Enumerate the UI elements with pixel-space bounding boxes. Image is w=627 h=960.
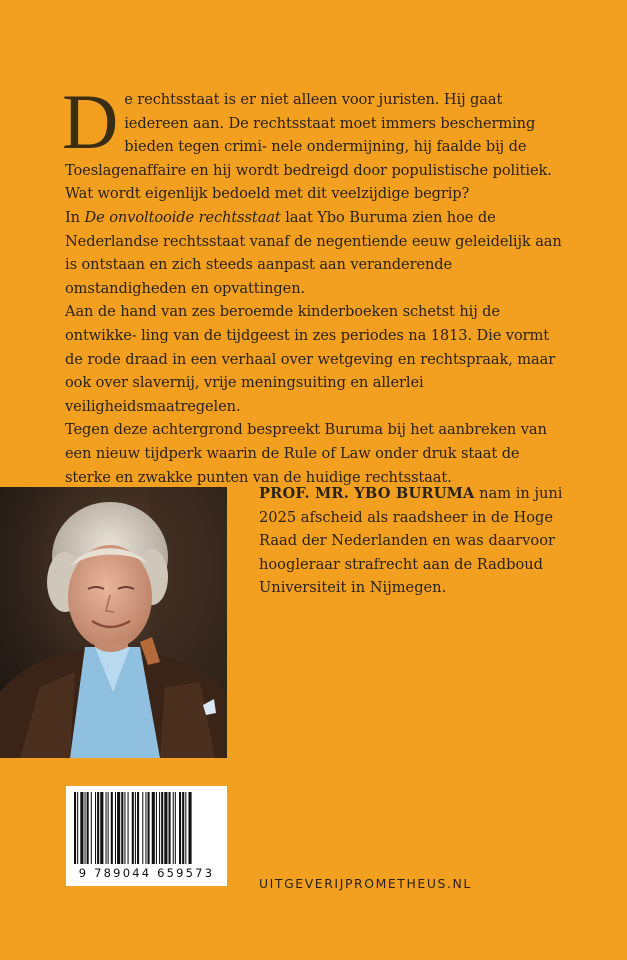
author-bio-text: nam in juni 2025 afscheid als raadsheer in de Hoge Raad der Nederlanden en was daarvoor hoogleraar strafrecht aan de Radboud Universiteit in Nijmegen. — [259, 485, 563, 597]
barcode-bar — [175, 792, 176, 864]
book-title: De onvoltooide rechtsstaat — [84, 208, 281, 226]
blurb-text-1: e rechtsstaat is er niet alleen voor juristen. Hij gaat iedereen aan. De rechtsstaat moet immers bescherming bieden tegen crimi- nele ondermijning, hij faalde bij de Toeslagenaffaire en hij wordt bedreigd door populistische politiek. Wat wordt eigenlijk bedoeld met dit veelzijdige begrip? — [65, 91, 552, 203]
barcode-bar — [115, 792, 116, 864]
barcode-bar — [117, 792, 120, 864]
barcode-bar — [161, 792, 163, 864]
barcode-bar — [124, 792, 125, 864]
barcode-bar — [182, 792, 184, 864]
barcode-bar — [111, 792, 113, 864]
barcode-bar — [80, 792, 83, 864]
barcode-bar — [159, 792, 160, 864]
barcode-bar — [85, 792, 86, 864]
author-name: PROF. MR. YBO BURUMA — [259, 485, 475, 502]
barcode-bar — [152, 792, 155, 864]
barcode-bar — [148, 792, 150, 864]
barcode-bar — [121, 792, 123, 864]
back-cover-blurb — [62, 78, 565, 489]
barcode-bar — [137, 792, 139, 864]
barcode-bar — [74, 792, 76, 864]
barcode-bar — [179, 792, 181, 864]
blurb-text-2-prefix: In — [65, 208, 85, 226]
blurb-text-2-rest: laat Ybo Buruma zien hoe de Nederlandse rechtsstaat vanaf de negentiende eeuw geleidelijk aan is ontstaan en zich steeds aanpast aan veranderende omstandigheden en opvattingen. — [65, 208, 562, 297]
barcode-bar — [164, 792, 167, 864]
barcode-bar — [135, 792, 136, 864]
barcode-bar — [185, 792, 186, 864]
barcode-bar — [156, 792, 157, 864]
barcode-bar — [108, 792, 109, 864]
barcode-bar — [169, 792, 171, 864]
blurb-paragraph-1 — [62, 78, 565, 206]
barcode-bar — [97, 792, 99, 864]
barcode-bar — [77, 792, 78, 864]
barcode-bar — [132, 792, 134, 864]
barcode-bar — [100, 792, 103, 864]
barcode-bar — [145, 792, 146, 864]
author-bio — [259, 482, 579, 600]
barcode-bar — [142, 792, 143, 864]
barcode-bar — [91, 792, 92, 864]
isbn-barcode — [66, 786, 227, 886]
blurb-paragraph-4: Tegen deze achtergrond bespreekt Buruma bij het aanbreken van een nieuw tijdperk waarin de Rule of Law onder druk staat de sterke en zwakke punten van de huidige rechtsstaat. — [65, 421, 547, 486]
barcode-bar — [173, 792, 174, 864]
drop-cap: D — [62, 78, 119, 165]
author-photo — [0, 487, 227, 758]
barcode-bar — [87, 792, 89, 864]
barcode-bar — [106, 792, 107, 864]
author-portrait-illustration — [0, 487, 227, 758]
isbn-number: 9 789044 659573 — [78, 866, 215, 880]
blurb-paragraph-3: Aan de hand van zes beroemde kinderboeken schetst hij de ontwikke- ling van de tijdgeest in zes periodes na 1813. Die vormt de rode draad in een verhaal over wetgeving en rechtspraak, maar ook over slavernij, vrije meningsuiting en allerlei veiligheidsmaatregelen. — [65, 303, 556, 415]
barcode-bar — [188, 792, 191, 864]
barcode-bar — [95, 792, 96, 864]
barcode-bar — [128, 792, 129, 864]
blurb-paragraph-2 — [65, 206, 565, 300]
publisher-url[interactable]: UITGEVERIJPROMETHEUS.NL — [259, 876, 472, 891]
